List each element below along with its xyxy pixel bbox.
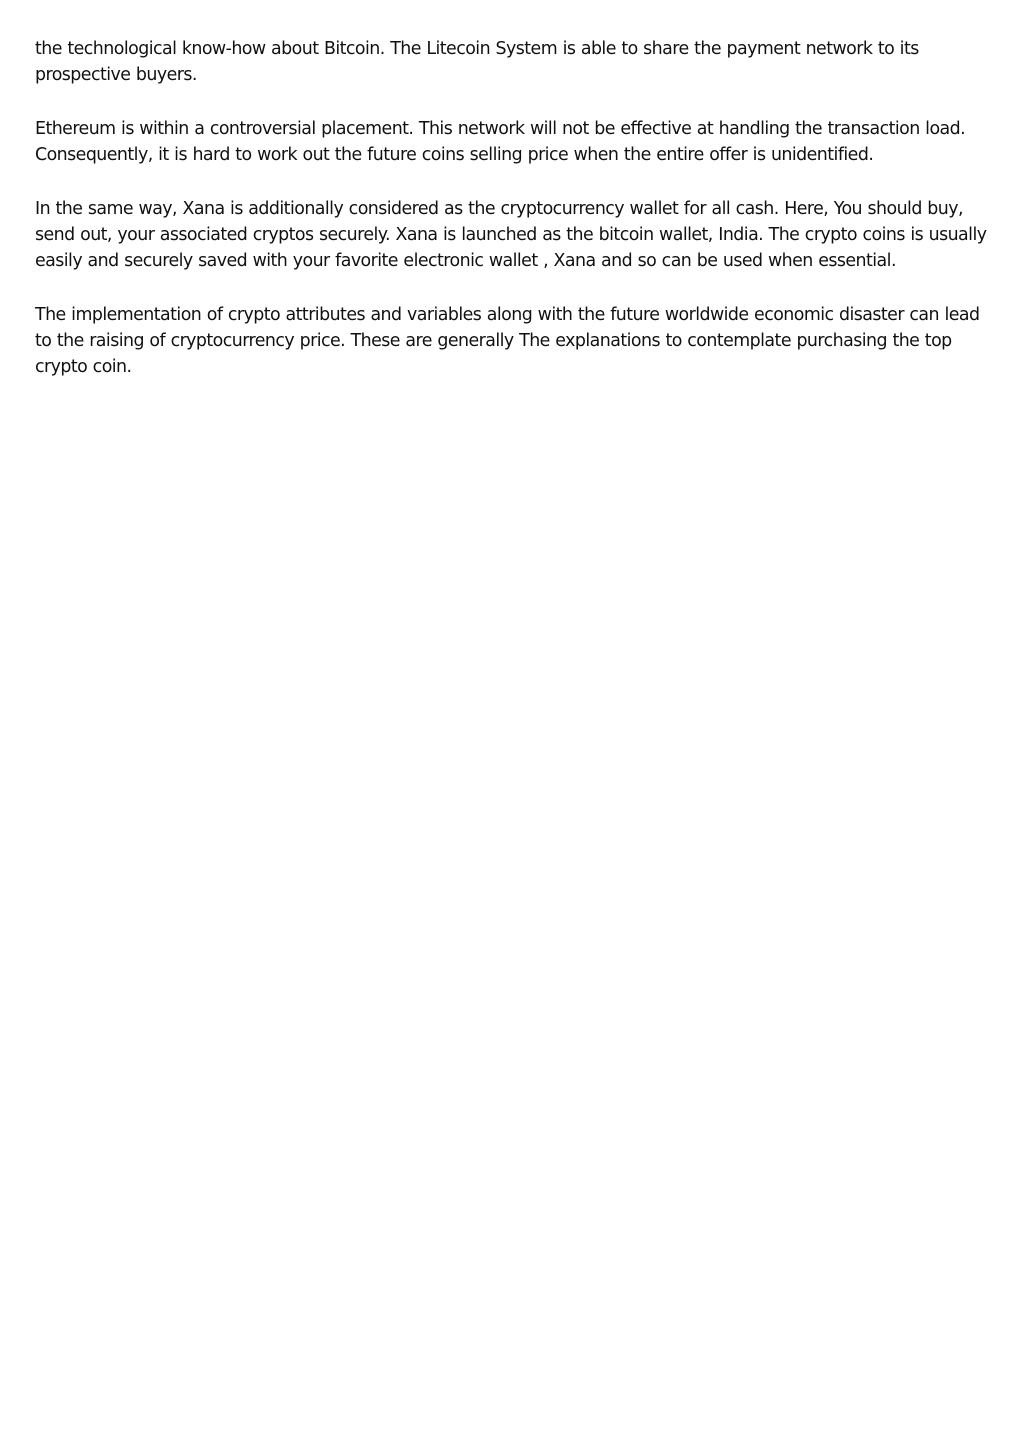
- paragraph-crypto-price: The implementation of crypto attributes and variables along with the future worldwide economic disaster can lead to the raising of cryptocurrency price. These are generally The explanations to contemplate purchasing the top crypto coin.: [35, 305, 980, 377]
- paragraph-ethereum: Ethereum is within a controversial placement. This network will not be effective at handling the transaction load. Consequently, it is hard to work out the future coins selling price when the entire offer is unidentified.: [35, 119, 966, 165]
- document-page: [35, 36, 995, 408]
- paragraph-litecoin: the technological know-how about Bitcoin. The Litecoin System is able to share the payment network to its prospective buyers.: [35, 39, 919, 85]
- paragraph-xana-wallet: In the same way, Xana is additionally considered as the cryptocurrency wallet for all cash. Here, You should buy, send out, your associated cryptos securely. Xana is launched as the bitcoin wallet, India. The crypto coins is usually easily and securely saved with your favorite electronic wallet , Xana and so can be used when essential.: [35, 199, 987, 271]
